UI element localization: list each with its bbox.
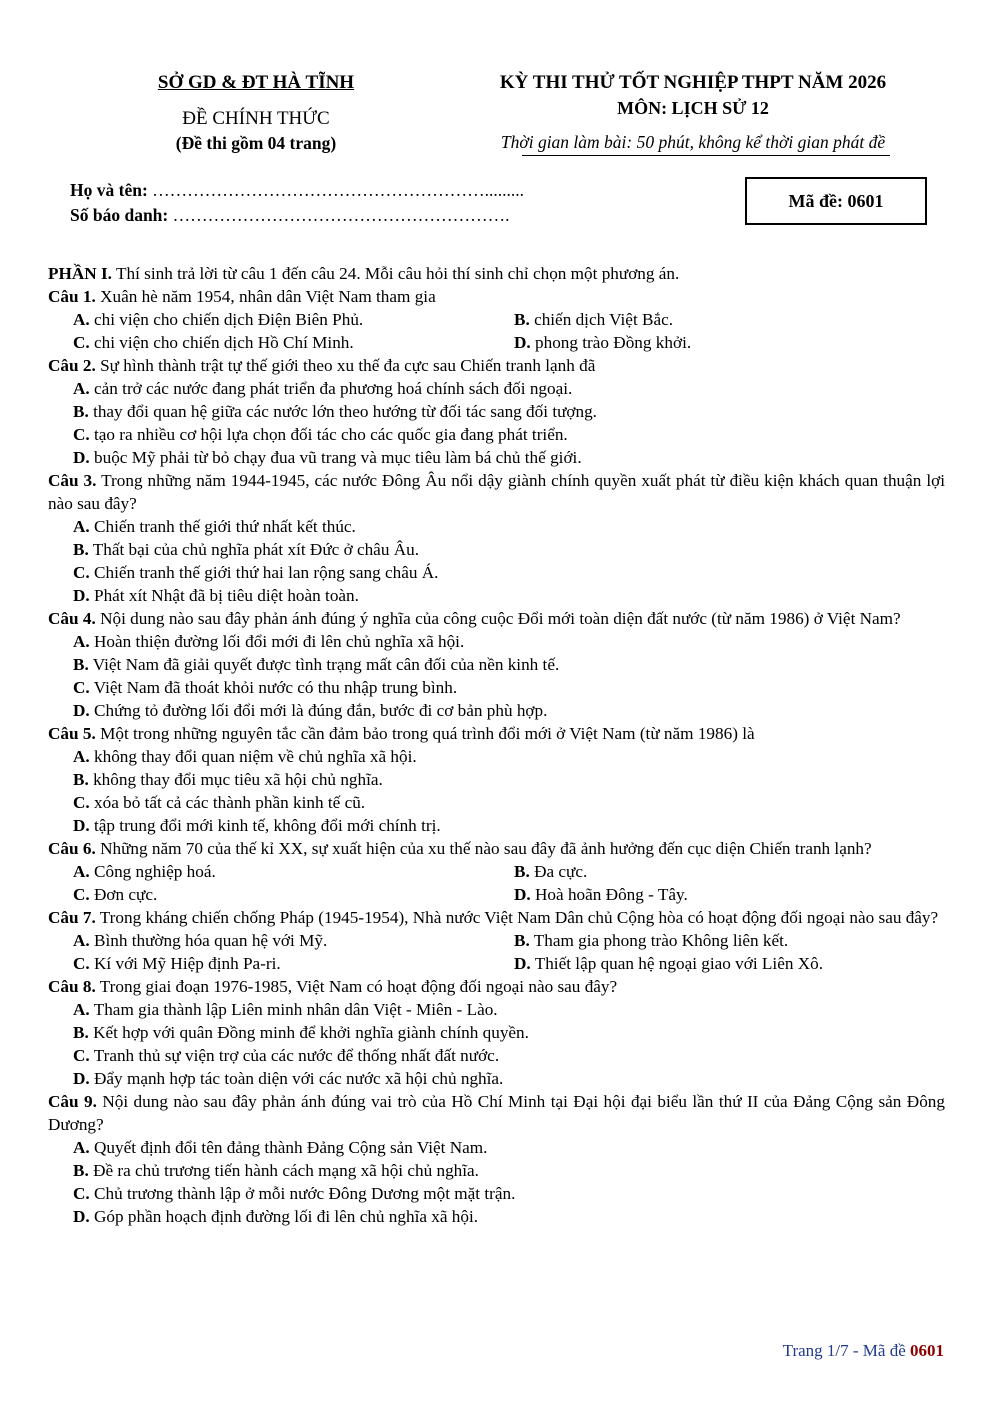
option-text: Thất bại của chủ nghĩa phát xít Đức ở châu Âu. — [92, 540, 420, 559]
answer-option — [48, 883, 489, 906]
option-key: C. — [73, 1184, 90, 1203]
part-instruction — [48, 262, 945, 285]
option-text: không thay đổi quan niệm về chủ nghĩa xã hội. — [94, 747, 417, 766]
option-text: Phát xít Nhật đã bị tiêu diệt hoàn toàn. — [94, 586, 359, 605]
question-block — [48, 354, 945, 469]
candidate-id-row — [70, 205, 510, 226]
answer-option — [48, 699, 945, 722]
answer-option — [48, 561, 945, 584]
id-label: Số báo danh: — [70, 205, 169, 225]
option-key: A. — [73, 632, 90, 651]
answer-option — [48, 1136, 945, 1159]
option-row — [48, 952, 945, 975]
question-text: Nội dung nào sau đây phản ánh đúng vai trò của Hồ Chí Minh tại Đại hội đại biểu lần thứ II của Đảng Cộng sản Đông Dương? — [48, 1092, 945, 1134]
option-text: Chiến tranh thế giới thứ nhất kết thúc. — [94, 517, 356, 536]
candidate-name-row — [70, 180, 524, 201]
option-key: B. — [514, 310, 530, 329]
question-stem — [48, 837, 945, 860]
option-row — [48, 446, 945, 469]
answer-option — [489, 883, 930, 906]
option-row — [48, 423, 945, 446]
department-name: SỞ GD & ĐT HÀ TĨNH — [157, 72, 355, 93]
option-key: A. — [73, 1000, 90, 1019]
option-text: chi viện cho chiến dịch Hồ Chí Minh. — [94, 333, 354, 352]
answer-option — [48, 676, 945, 699]
option-text: không thay đổi mục tiêu xã hội chủ nghĩa. — [93, 770, 383, 789]
question-stem — [48, 607, 945, 630]
option-text: Hoàn thiện đường lối đổi mới đi lên chủ nghĩa xã hội. — [94, 632, 465, 651]
answer-option — [48, 814, 945, 837]
name-label: Họ và tên: — [70, 180, 148, 200]
question-list — [48, 285, 945, 1228]
option-text: Kết hợp với quân Đồng minh để khởi nghĩa giành chính quyền. — [93, 1023, 529, 1042]
option-key: D. — [514, 885, 531, 904]
option-key: B. — [73, 1023, 89, 1042]
answer-option — [48, 768, 945, 791]
option-row — [48, 791, 945, 814]
option-key: B. — [73, 540, 89, 559]
answer-option — [489, 952, 930, 975]
option-key: C. — [73, 678, 90, 697]
option-text: Tham gia thành lập Liên minh nhân dân Việt - Miên - Lào. — [93, 1000, 498, 1019]
question-block — [48, 837, 945, 906]
option-text: Thiết lập quan hệ ngoại giao với Liên Xô. — [534, 954, 824, 973]
option-key: C. — [73, 563, 90, 582]
option-key: B. — [73, 655, 89, 674]
option-row — [48, 1021, 945, 1044]
option-key: D. — [73, 701, 90, 720]
question-block — [48, 975, 945, 1090]
option-key: D. — [73, 816, 90, 835]
answer-option — [48, 1021, 945, 1044]
option-row — [48, 814, 945, 837]
answer-option — [48, 745, 945, 768]
option-row — [48, 400, 945, 423]
option-row — [48, 1182, 945, 1205]
option-key: C. — [73, 425, 90, 444]
question-text: Một trong những nguyên tắc cần đảm bảo trong quá trình đổi mới ở Việt Nam (từ năm 1986) là — [100, 724, 755, 743]
option-row — [48, 538, 945, 561]
option-key: A. — [73, 747, 90, 766]
question-block — [48, 1090, 945, 1228]
answer-option — [48, 952, 489, 975]
question-label: Câu 4. — [48, 609, 96, 628]
question-block — [48, 722, 945, 837]
option-text: Tranh thủ sự viện trợ của các nước để thống nhất đất nước. — [93, 1046, 500, 1065]
option-key: D. — [73, 1069, 90, 1088]
option-key: A. — [73, 517, 90, 536]
option-text: Công nghiệp hoá. — [94, 862, 216, 881]
time-note-underline — [522, 155, 890, 156]
subject-title: MÔN: LỊCH SỬ 12 — [617, 98, 769, 118]
option-text: Góp phần hoạch định đường lối đi lên chủ nghĩa xã hội. — [94, 1207, 479, 1226]
option-text: tập trung đổi mới kinh tế, không đổi mới chính trị. — [94, 816, 441, 835]
option-key: D. — [514, 954, 531, 973]
question-block — [48, 469, 945, 607]
footer-page-text: Trang 1/7 - Mã đề — [782, 1341, 906, 1360]
question-stem — [48, 722, 945, 745]
question-text: Xuân hè năm 1954, nhân dân Việt Nam tham gia — [100, 287, 436, 306]
option-key: D. — [514, 333, 531, 352]
option-row — [48, 308, 945, 331]
answer-option — [48, 446, 945, 469]
answer-option — [48, 860, 489, 883]
option-row — [48, 998, 945, 1021]
option-text: phong trào Đồng khởi. — [535, 333, 692, 352]
question-stem — [48, 1090, 945, 1136]
question-text: Những năm 70 của thế kỉ XX, sự xuất hiện của xu thế nào sau đây đã ảnh hưởng đến cục diện Chiến tranh lạnh? — [100, 839, 872, 858]
exam-content — [48, 262, 945, 1228]
option-key: A. — [73, 379, 90, 398]
option-key: B. — [514, 862, 530, 881]
question-text: Trong những năm 1944-1945, các nước Đông Âu nổi dậy giành chính quyền xuất phát từ điều kiện khách quan thuận lợi nào sau đây? — [48, 471, 945, 513]
question-label: Câu 8. — [48, 977, 96, 996]
answer-option — [48, 515, 945, 538]
option-key: B. — [73, 402, 89, 421]
option-text: buộc Mỹ phải từ bỏ chạy đua vũ trang và mục tiêu làm bá chủ thế giới. — [94, 448, 582, 467]
part-label: PHẦN I. — [48, 264, 112, 283]
answer-option — [48, 584, 945, 607]
question-stem — [48, 285, 945, 308]
answer-option — [48, 1205, 945, 1228]
question-label: Câu 5. — [48, 724, 96, 743]
question-text: Trong kháng chiến chống Pháp (1945-1954), Nhà nước Việt Nam Dân chủ Cộng hòa có hoạt động đối ngoại nào sau đây? — [99, 908, 939, 927]
page-count-note: (Đề thi gồm 04 trang) — [175, 133, 337, 153]
answer-option — [48, 1182, 945, 1205]
question-label: Câu 1. — [48, 287, 96, 306]
answer-option — [48, 630, 945, 653]
question-label: Câu 2. — [48, 356, 96, 375]
question-stem — [48, 906, 945, 929]
question-stem — [48, 354, 945, 377]
option-text: thay đổi quan hệ giữa các nước lớn theo hướng từ đối tác sang đối tượng. — [93, 402, 597, 421]
question-stem — [48, 469, 945, 515]
answer-option — [48, 1159, 945, 1182]
option-key: C. — [73, 954, 90, 973]
exam-code-box: Mã đề: 0601 — [745, 177, 927, 225]
option-row — [48, 699, 945, 722]
answer-option — [489, 929, 930, 952]
option-row — [48, 1205, 945, 1228]
footer-exam-code: 0601 — [910, 1341, 944, 1360]
option-key: D. — [73, 1207, 90, 1226]
question-label: Câu 3. — [48, 471, 97, 490]
option-text: Đề ra chủ trương tiến hành cách mạng xã hội chủ nghĩa. — [93, 1161, 479, 1180]
option-text: Kí với Mỹ Hiệp định Pa-ri. — [94, 954, 281, 973]
answer-option — [48, 423, 945, 446]
option-key: B. — [73, 770, 89, 789]
option-row — [48, 584, 945, 607]
option-text: Chứng tỏ đường lối đổi mới là đúng đắn, bước đi cơ bản phù hợp. — [94, 701, 548, 720]
question-label: Câu 6. — [48, 839, 96, 858]
option-text: Bình thường hóa quan hệ với Mỹ. — [94, 931, 328, 950]
option-row — [48, 515, 945, 538]
option-text: Đơn cực. — [94, 885, 158, 904]
option-key: A. — [73, 931, 90, 950]
question-label: Câu 7. — [48, 908, 96, 927]
option-text: Chủ trương thành lập ở mỗi nước Đông Dương một mặt trận. — [94, 1184, 516, 1203]
option-row — [48, 653, 945, 676]
answer-option — [48, 377, 945, 400]
option-text: Việt Nam đã thoát khỏi nước có thu nhập trung bình. — [93, 678, 458, 697]
option-key: D. — [73, 448, 90, 467]
option-row — [48, 377, 945, 400]
option-row — [48, 1067, 945, 1090]
option-key: C. — [73, 885, 90, 904]
question-label: Câu 9. — [48, 1092, 97, 1111]
answer-option — [48, 331, 489, 354]
option-row — [48, 860, 945, 883]
option-key: A. — [73, 862, 90, 881]
option-text: cản trở các nước đang phát triển đa phương hoá chính sách đối ngoại. — [94, 379, 573, 398]
answer-option — [48, 1067, 945, 1090]
question-block — [48, 285, 945, 354]
answer-option — [48, 538, 945, 561]
option-key: C. — [73, 1046, 90, 1065]
question-block — [48, 906, 945, 975]
option-text: Hoà hoãn Đông - Tây. — [535, 885, 688, 904]
exam-title: KỲ THI THỬ TỐT NGHIỆP THPT NĂM 2026 — [499, 72, 887, 93]
answer-option — [489, 331, 930, 354]
name-dots: …………………………………………………......... — [152, 180, 525, 200]
option-key: A. — [73, 1138, 90, 1157]
option-row — [48, 561, 945, 584]
option-row — [48, 331, 945, 354]
option-row — [48, 1159, 945, 1182]
option-row — [48, 676, 945, 699]
answer-option — [48, 308, 489, 331]
page-footer — [783, 1341, 944, 1361]
option-row — [48, 630, 945, 653]
option-text: Việt Nam đã giải quyết được tình trạng mất cân đối của nền kinh tế. — [92, 655, 560, 674]
question-text: Trong giai đoạn 1976-1985, Việt Nam có hoạt động đối ngoại nào sau đây? — [99, 977, 618, 996]
option-text: Chiến tranh thế giới thứ hai lan rộng sang châu Á. — [94, 563, 439, 582]
answer-option — [489, 308, 930, 331]
option-row — [48, 1044, 945, 1067]
answer-option — [48, 929, 489, 952]
part-instruction-text: Thí sinh trả lời từ câu 1 đến câu 24. Mỗi câu hỏi thí sinh chỉ chọn một phương án. — [115, 264, 680, 283]
option-key: D. — [73, 586, 90, 605]
option-text: xóa bỏ tất cả các thành phần kinh tế cũ. — [94, 793, 366, 812]
answer-option — [48, 998, 945, 1021]
option-key: C. — [73, 793, 90, 812]
option-row — [48, 883, 945, 906]
option-text: chi viện cho chiến dịch Điện Biên Phủ. — [94, 310, 364, 329]
time-note: Thời gian làm bài: 50 phút, không kể thời gian phát đề — [500, 132, 886, 152]
option-text: Quyết định đổi tên đảng thành Đảng Cộng sản Việt Nam. — [94, 1138, 488, 1157]
option-text: Đa cực. — [534, 862, 588, 881]
question-text: Nội dung nào sau đây phản ánh đúng ý nghĩa của công cuộc Đổi mới toàn diện đất nước (từ năm 1986) ở Việt Nam? — [100, 609, 901, 628]
official-exam-label: ĐỀ CHÍNH THỨC — [182, 108, 330, 129]
option-row — [48, 929, 945, 952]
option-text: chiến dịch Việt Bắc. — [534, 310, 674, 329]
answer-option — [48, 653, 945, 676]
question-stem — [48, 975, 945, 998]
option-key: B. — [73, 1161, 89, 1180]
answer-option — [489, 860, 930, 883]
option-key: C. — [73, 333, 90, 352]
option-row — [48, 768, 945, 791]
option-row — [48, 1136, 945, 1159]
answer-option — [48, 1044, 945, 1067]
option-key: A. — [73, 310, 90, 329]
question-block — [48, 607, 945, 722]
option-text: Tham gia phong trào Không liên kết. — [533, 931, 789, 950]
option-text: Đẩy mạnh hợp tác toàn diện với các nước xã hội chủ nghĩa. — [94, 1069, 504, 1088]
answer-option — [48, 400, 945, 423]
question-text: Sự hình thành trật tự thế giới theo xu thế đa cực sau Chiến tranh lạnh đã — [100, 356, 596, 375]
option-text: tạo ra nhiều cơ hội lựa chọn đối tác cho các quốc gia đang phát triển. — [94, 425, 568, 444]
id-dots: …………………………………………………. — [172, 205, 510, 225]
answer-option — [48, 791, 945, 814]
option-row — [48, 745, 945, 768]
option-key: B. — [514, 931, 530, 950]
